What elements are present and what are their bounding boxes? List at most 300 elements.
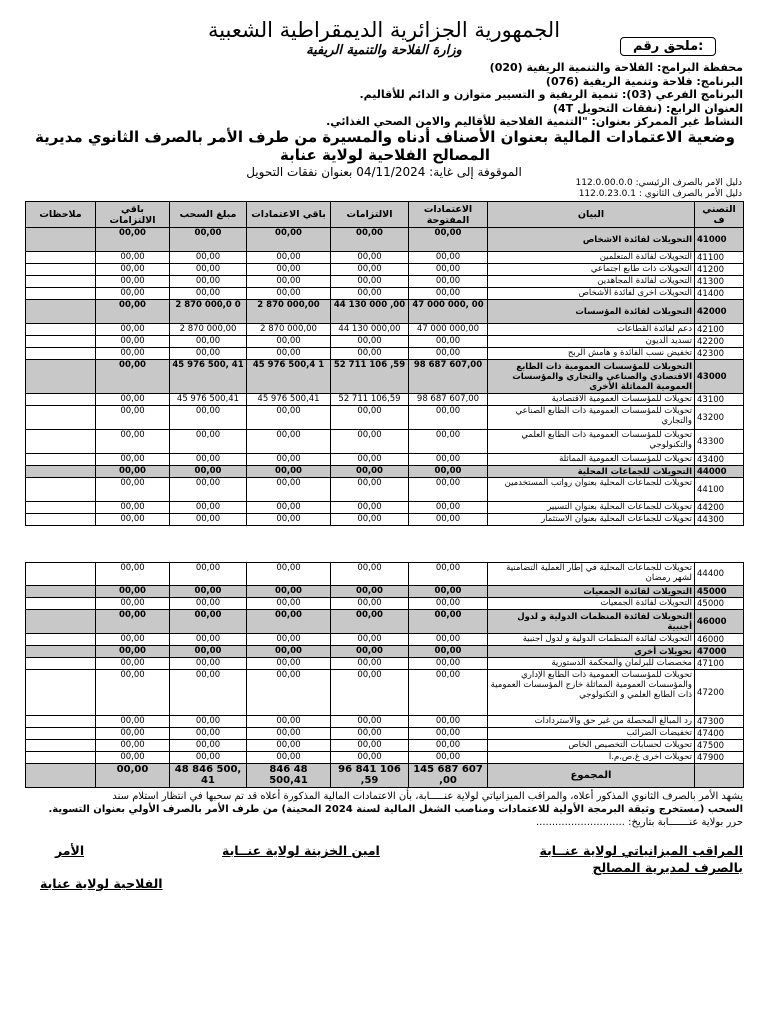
remaining-commitments-cell: 00,00 [96,728,170,740]
notes-cell [26,610,96,634]
code-cell: 46000 [695,634,744,646]
notes-cell [26,752,96,764]
meta-line: النشاط غير الممركز بعنوان: "التنمية الفلاحية للأقاليم والامن الصحي الغذائي. [326,115,743,128]
label-cell: تحويلات للمؤسسات العمومية ذات الطابع الإداري والمؤسسات العمومية المماثلة خارج المؤسسات العمومية ذات الطابع العلمي و التكنولوجي [488,670,695,716]
code-cell: 43400 [695,454,744,466]
remaining-commitments-cell: 00,00 [96,430,170,454]
remaining-commitments-cell: 00,00 [96,670,170,716]
open-credits-cell: 98 687 607,00 [409,360,488,394]
label-cell: تحويلات للجماعات المحلية بعنوان الاستثمار [488,514,695,526]
table-row [26,454,744,466]
orderer-guides [500,178,742,200]
notes-cell [26,360,96,394]
signature-orderer-line3: الفلاحية لولاية عنابة [40,876,163,891]
remaining-credits-cell: 00,00 [247,406,331,430]
remaining-commitments-cell: 00,00 [96,586,170,598]
table-row [26,394,744,406]
notes-cell [26,276,96,288]
label-cell: التحويلات لفائدة الجمعيات [488,598,695,610]
notes-cell [26,514,96,526]
withdrawn-cell: 00,00 [170,430,247,454]
remaining-commitments-cell: 00,00 [96,740,170,752]
label-cell: تحويلات لحسابات التخصيص الخاص [488,740,695,752]
commitments-cell: 00,00 [331,228,409,252]
remaining-commitments-cell: 00,00 [96,752,170,764]
guide-line: دليل الامر بالصرف الرئيسي: 112.0.00.0.0 [575,178,742,188]
notes-cell [26,764,96,788]
annex-label: ملحق رقم: [620,37,716,56]
remaining-commitments-cell: 00,00 [96,276,170,288]
label-cell: تحويلات للجماعات المحلية بعنوان رواتب المستخدمين [488,478,695,502]
remaining-credits-cell: 00,00 [247,610,331,634]
remaining-commitments-cell: 00,00 [96,502,170,514]
label-cell: تحويلات أخرى [488,646,695,658]
group-row [26,228,744,252]
commitments-cell: 00,00 [331,563,409,586]
program-meta [243,61,743,129]
col-commitments: الالتزامات [331,202,409,228]
code-cell: 47500 [695,740,744,752]
withdrawn-cell: 00,00 [170,514,247,526]
label-cell: التحويلات ذات طابع اجتماعي [488,264,695,276]
open-credits-cell: 00,00 [409,478,488,502]
col-withdrawn: مبلغ السحب [170,202,247,228]
code-cell: 47400 [695,728,744,740]
document-title: وضعية الاعتمادات المالية بعنوان الأصناف أدناه والمسيرة من طرف الأمر بالصرف الثانوي مديرية المصالح الفلاحية لولاية عنابة [35,128,735,164]
remaining-credits-cell: 00,00 [247,658,331,670]
col-remaining-credits: باقي الاعتمادات [247,202,331,228]
code-cell: 44300 [695,514,744,526]
col-code: التصني ف [695,202,744,228]
remaining-credits-cell: 00,00 [247,728,331,740]
withdrawn-cell: 00,00 [170,502,247,514]
code-cell: 42100 [695,324,744,336]
code-cell: 43000 [695,360,744,394]
open-credits-cell: 00,00 [409,336,488,348]
remaining-credits-cell: 00,00 [247,563,331,586]
commitments-cell: 52 711 106,59 [331,394,409,406]
commitments-cell: 00,00 [331,288,409,300]
withdrawn-cell: 00,00 [170,646,247,658]
code-cell [695,764,744,788]
code-cell: 47100 [695,658,744,670]
signature-orderer-line2: بالصرف لمديرية المصالح [592,860,743,875]
notes-cell [26,454,96,466]
open-credits-cell: 00,00 [409,264,488,276]
notes-cell [26,300,96,324]
withdrawn-cell: 00,00 [170,634,247,646]
label-cell: التحويلات لفائدة المؤسسات [488,300,695,324]
remaining-commitments-cell: 00,00 [96,598,170,610]
signature-treasurer: امين الخزينة لولاية عنــابة [222,843,380,858]
label-cell: تحويلات للجماعات المحلية في إطار العملية التضامنية لشهر رمضان [488,563,695,586]
remaining-commitments-cell: 00,00 [96,228,170,252]
remaining-credits-cell: 00,00 [247,430,331,454]
withdrawn-cell: 2 870 000,00 [170,324,247,336]
remaining-commitments-cell: 00,00 [96,478,170,502]
remaining-commitments-cell: 00,00 [96,324,170,336]
remaining-credits-cell: 00,00 [247,264,331,276]
table-row [26,430,744,454]
notes-cell [26,586,96,598]
col-remaining-commitments: باقي الالتزامات [96,202,170,228]
open-credits-cell: 00,00 [409,670,488,716]
withdrawn-cell: 00,00 [170,348,247,360]
remaining-credits-cell: 00,00 [247,228,331,252]
table-row [26,348,744,360]
remaining-commitments-cell: 00,00 [96,563,170,586]
remaining-commitments-cell: 00,00 [96,288,170,300]
withdrawn-cell: 00,00 [170,336,247,348]
open-credits-cell: 00,00 [409,598,488,610]
code-cell: 47000 [695,646,744,658]
commitments-cell: 00,00 [331,252,409,264]
open-credits-cell: 00,00 [409,228,488,252]
open-credits-cell: 00,00 [409,634,488,646]
label-cell: تحويلات للجماعات المحلية بعنوان التسيير [488,502,695,514]
group-row [26,300,744,324]
certification-text [25,790,743,829]
commitments-cell: 00,00 [331,740,409,752]
group-row [26,764,744,788]
table-row [26,514,744,526]
group-row [26,586,744,598]
label-cell: تخفيض نسب الفائدة و هامش الربح [488,348,695,360]
guide-line: دليل الأمر بالصرف الثانوي : 112.0.23.0.1 [578,189,742,199]
remaining-credits-cell: 00,00 [247,466,331,478]
meta-line: البرنامج: فلاحة وتنمية الريفية (076) [545,74,743,88]
remaining-credits-cell: 00,00 [247,252,331,264]
remaining-credits-cell: 00,00 [247,502,331,514]
withdrawn-cell: 45 976 500,41 [170,394,247,406]
label-cell: تحويلات للمؤسسات العمومية ذات الطابع الصناعي والتجاري [488,406,695,430]
remaining-commitments-cell: 00,00 [96,406,170,430]
table-row [26,264,744,276]
notes-cell [26,324,96,336]
notes-cell [26,598,96,610]
notes-cell [26,658,96,670]
signature-orderer-title: الأمر [55,843,85,858]
remaining-credits-cell: 00,00 [247,670,331,716]
open-credits-cell: 00,00 [409,658,488,670]
open-credits-cell: 47 000 000,00 [409,324,488,336]
remaining-credits-cell: 00,00 [247,598,331,610]
open-credits-cell: 00,00 [409,406,488,430]
table-row [26,276,744,288]
notes-cell [26,716,96,728]
withdrawn-cell: 00,00 [170,658,247,670]
label-cell: تخفيضات الضرائب [488,728,695,740]
label-cell: التحويلات لفائدة المتعلمين [488,252,695,264]
open-credits-cell: 00,00 [409,752,488,764]
notes-cell [26,228,96,252]
label-cell: تحويلات أخرى غ.ص.م.ا [488,752,695,764]
table-row [26,740,744,752]
col-open-credits: الاعتمادات المفتوحة [409,202,488,228]
remaining-commitments-cell: 00,00 [96,466,170,478]
table-row [26,658,744,670]
code-cell: 44400 [695,563,744,586]
cert-line: السحب (مستخرج وثيقة البرمجة الأولية للاعتمادات ومناصب الشغل المالية لسنة 2024 المحينة) من طرف الأمر بالصرف الأولي بعنوان التسوية. [48,804,743,815]
code-cell: 47900 [695,752,744,764]
code-cell: 43100 [695,394,744,406]
label-cell: التحويلات لفائدة الجمعيات [488,586,695,598]
withdrawn-cell: 00,00 [170,610,247,634]
code-cell: 41200 [695,264,744,276]
remaining-commitments-cell: 00,00 [96,360,170,394]
label-cell: دعم لفائدة القطاعات [488,324,695,336]
code-cell: 47300 [695,716,744,728]
withdrawn-cell: 00,00 [170,264,247,276]
remaining-credits-cell: 00,00 [247,276,331,288]
remaining-credits-cell: 00,00 [247,634,331,646]
label-cell: تسديد الديون [488,336,695,348]
meta-line: العنوان الرابع: (نفقات التحويل 4T) [552,101,743,115]
republic-title: الجمهورية الجزائرية الديمقراطية الشعبية [207,18,561,42]
label-cell: التحويلات لفائدة المجاهدين [488,276,695,288]
remaining-commitments-cell: 00,00 [96,454,170,466]
credits-table-part2 [25,562,744,788]
open-credits-cell: 00,00 [409,454,488,466]
remaining-credits-cell: 00,00 [247,336,331,348]
label-cell: تحويلات للمؤسسات العمومية ذات الطابع العلمي والتكنولوجي [488,430,695,454]
remaining-credits-cell: 00,00 [247,646,331,658]
remaining-credits-cell: 846 48 500,41 [247,764,331,788]
label-cell: المجموع [488,764,695,788]
commitments-cell: 00,00 [331,610,409,634]
open-credits-cell: 00,00 [409,288,488,300]
open-credits-cell: 47 000 000, 00 [409,300,488,324]
withdrawn-cell: 00,00 [170,670,247,716]
withdrawn-cell: 00,00 [170,252,247,264]
remaining-commitments-cell: 00,00 [96,264,170,276]
open-credits-cell: 00,00 [409,646,488,658]
remaining-commitments-cell: 00,00 [96,300,170,324]
meta-line: البرنامج الفرعي (03): تنمية الريفية و التسيير متوازن و الدائم للأقاليم. [359,88,743,101]
withdrawn-cell: 00,00 [170,728,247,740]
table-row [26,728,744,740]
table-row [26,478,744,502]
commitments-cell: 00,00 [331,728,409,740]
label-cell: مخصصات للبرلمان والمحكمة الدستورية [488,658,695,670]
commitments-cell: 00,00 [331,502,409,514]
withdrawn-cell: 48 846 500, 41 [170,764,247,788]
commitments-cell: 44 130 000 ,00 [331,300,409,324]
commitments-cell: 00,00 [331,454,409,466]
code-cell: 41000 [695,228,744,252]
commitments-cell: 00,00 [331,430,409,454]
notes-cell [26,740,96,752]
label-cell: التحويلات اخرى لفائدة الأشخاص [488,288,695,300]
group-row [26,360,744,394]
code-cell: 46000 [695,610,744,634]
code-cell: 42000 [695,300,744,324]
group-row [26,646,744,658]
code-cell: 47200 [695,670,744,716]
label-cell: رد المبالغ المحصلة من غير حق والاستردادات [488,716,695,728]
table-row [26,502,744,514]
commitments-cell: 00,00 [331,478,409,502]
commitments-cell: 00,00 [331,276,409,288]
remaining-credits-cell: 45 976 500,4 1 [247,360,331,394]
label-cell: التحويلات للجماعات المحلية [488,466,695,478]
open-credits-cell: 00,00 [409,348,488,360]
remaining-credits-cell: 00,00 [247,454,331,466]
withdrawn-cell: 00,00 [170,466,247,478]
remaining-commitments-cell: 00,00 [96,716,170,728]
signature-controller: المراقب الميزانياتي لولاية عنــابة [539,843,743,858]
commitments-cell: 00,00 [331,646,409,658]
commitments-cell: 00,00 [331,658,409,670]
notes-cell [26,478,96,502]
code-cell: 45000 [695,586,744,598]
notes-cell [26,264,96,276]
commitments-cell: 00,00 [331,634,409,646]
code-cell: 44000 [695,466,744,478]
table-row [26,670,744,716]
group-row [26,466,744,478]
remaining-credits-cell: 00,00 [247,514,331,526]
remaining-credits-cell: 00,00 [247,740,331,752]
notes-cell [26,348,96,360]
remaining-commitments-cell: 00,00 [96,348,170,360]
commitments-cell: 96 841 106 ,59 [331,764,409,788]
open-credits-cell: 00,00 [409,728,488,740]
remaining-credits-cell: 00,00 [247,348,331,360]
commitments-cell: 44 130 000,00 [331,324,409,336]
withdrawn-cell: 00,00 [170,740,247,752]
document-subtitle: الموقوفة إلى غاية: 04/11/2024 بعنوان نفقات التحويل [246,165,522,179]
table-row [26,324,744,336]
open-credits-cell: 00,00 [409,586,488,598]
open-credits-cell: 00,00 [409,716,488,728]
ministry-title: وزارة الفلاحة والتنمية الريفية [306,43,462,58]
commitments-cell: 00,00 [331,336,409,348]
table-row [26,598,744,610]
commitments-cell: 00,00 [331,348,409,360]
col-label: البيان [488,202,695,228]
notes-cell [26,502,96,514]
table-row [26,752,744,764]
code-cell: 41400 [695,288,744,300]
label-cell: تحويلات للمؤسسات العمومية المماثلة [488,454,695,466]
withdrawn-cell: 2 870 000,0 0 [170,300,247,324]
code-cell: 44100 [695,478,744,502]
withdrawn-cell: 45 976 500, 41 [170,360,247,394]
cert-line: حرر بولاية عنـــــــابة بتاريخ: ............................ [535,817,743,828]
commitments-cell: 00,00 [331,264,409,276]
code-cell: 42200 [695,336,744,348]
label-cell: التحويلات لفائدة الاشخاص [488,228,695,252]
remaining-credits-cell: 00,00 [247,716,331,728]
withdrawn-cell: 00,00 [170,454,247,466]
remaining-commitments-cell: 00,00 [96,764,170,788]
group-row [26,610,744,634]
remaining-credits-cell: 2 870 000,00 [247,300,331,324]
withdrawn-cell: 00,00 [170,586,247,598]
label-cell: التحويلات لفائدة المنظمات الدولية و لدول أجنبية [488,634,695,646]
code-cell: 43200 [695,406,744,430]
remaining-commitments-cell: 00,00 [96,394,170,406]
open-credits-cell: 00,00 [409,276,488,288]
commitments-cell: 00,00 [331,514,409,526]
code-cell: 44200 [695,502,744,514]
code-cell: 45000 [695,598,744,610]
remaining-commitments-cell: 00,00 [96,646,170,658]
remaining-commitments-cell: 00,00 [96,514,170,526]
commitments-cell: 00,00 [331,670,409,716]
withdrawn-cell: 00,00 [170,276,247,288]
code-cell: 43300 [695,430,744,454]
remaining-commitments-cell: 00,00 [96,610,170,634]
withdrawn-cell: 00,00 [170,288,247,300]
code-cell: 41100 [695,252,744,264]
notes-cell [26,252,96,264]
remaining-credits-cell: 00,00 [247,478,331,502]
open-credits-cell: 00,00 [409,466,488,478]
open-credits-cell: 00,00 [409,563,488,586]
commitments-cell: 00,00 [331,716,409,728]
remaining-credits-cell: 00,00 [247,288,331,300]
code-cell: 42300 [695,348,744,360]
open-credits-cell: 98 687 607,00 [409,394,488,406]
notes-cell [26,728,96,740]
remaining-commitments-cell: 00,00 [96,634,170,646]
meta-line: محفظة البرامج: الفلاحة والتنمية الريفية (020) [489,61,743,74]
open-credits-cell: 00,00 [409,252,488,264]
remaining-credits-cell: 00,00 [247,752,331,764]
commitments-cell: 52 711 106 ,59 [331,360,409,394]
open-credits-cell: 00,00 [409,430,488,454]
withdrawn-cell: 00,00 [170,752,247,764]
code-cell: 41300 [695,276,744,288]
withdrawn-cell: 00,00 [170,716,247,728]
commitments-cell: 00,00 [331,406,409,430]
remaining-credits-cell: 2 870 000,00 [247,324,331,336]
notes-cell [26,288,96,300]
notes-cell [26,466,96,478]
remaining-commitments-cell: 00,00 [96,658,170,670]
table-row [26,288,744,300]
credits-table-part1 [25,201,744,526]
table-row [26,252,744,264]
notes-cell [26,563,96,586]
remaining-credits-cell: 00,00 [247,586,331,598]
open-credits-cell: 145 687 607 ,00 [409,764,488,788]
table-row [26,716,744,728]
col-notes: ملاحظات [26,202,96,228]
table-row [26,634,744,646]
table-row [26,336,744,348]
commitments-cell: 00,00 [331,586,409,598]
table-row [26,406,744,430]
open-credits-cell: 00,00 [409,610,488,634]
label-cell: التحويلات للمؤسسات العمومية ذات الطابع الاقتصادي والصناعي والتجاري والمؤسسات العمومية المماثلة الأخرى [488,360,695,394]
open-credits-cell: 00,00 [409,514,488,526]
open-credits-cell: 00,00 [409,740,488,752]
notes-cell [26,646,96,658]
notes-cell [26,634,96,646]
withdrawn-cell: 00,00 [170,598,247,610]
remaining-commitments-cell: 00,00 [96,336,170,348]
withdrawn-cell: 00,00 [170,228,247,252]
table-row [26,563,744,586]
label-cell: التحويلات لفائدة المنظمات الدولية و لدول أجنبية [488,610,695,634]
remaining-credits-cell: 45 976 500,41 [247,394,331,406]
notes-cell [26,336,96,348]
open-credits-cell: 00,00 [409,502,488,514]
cert-line: يشهد الأمر بالصرف الثانوي المذكور أعلاه، والمراقب الميزانياتي لولاية عنـــــابة، بأن الاعتمادات المالية المذكورة أعلاه قد تم سحبها في انتظار استلام سند [112,791,743,802]
